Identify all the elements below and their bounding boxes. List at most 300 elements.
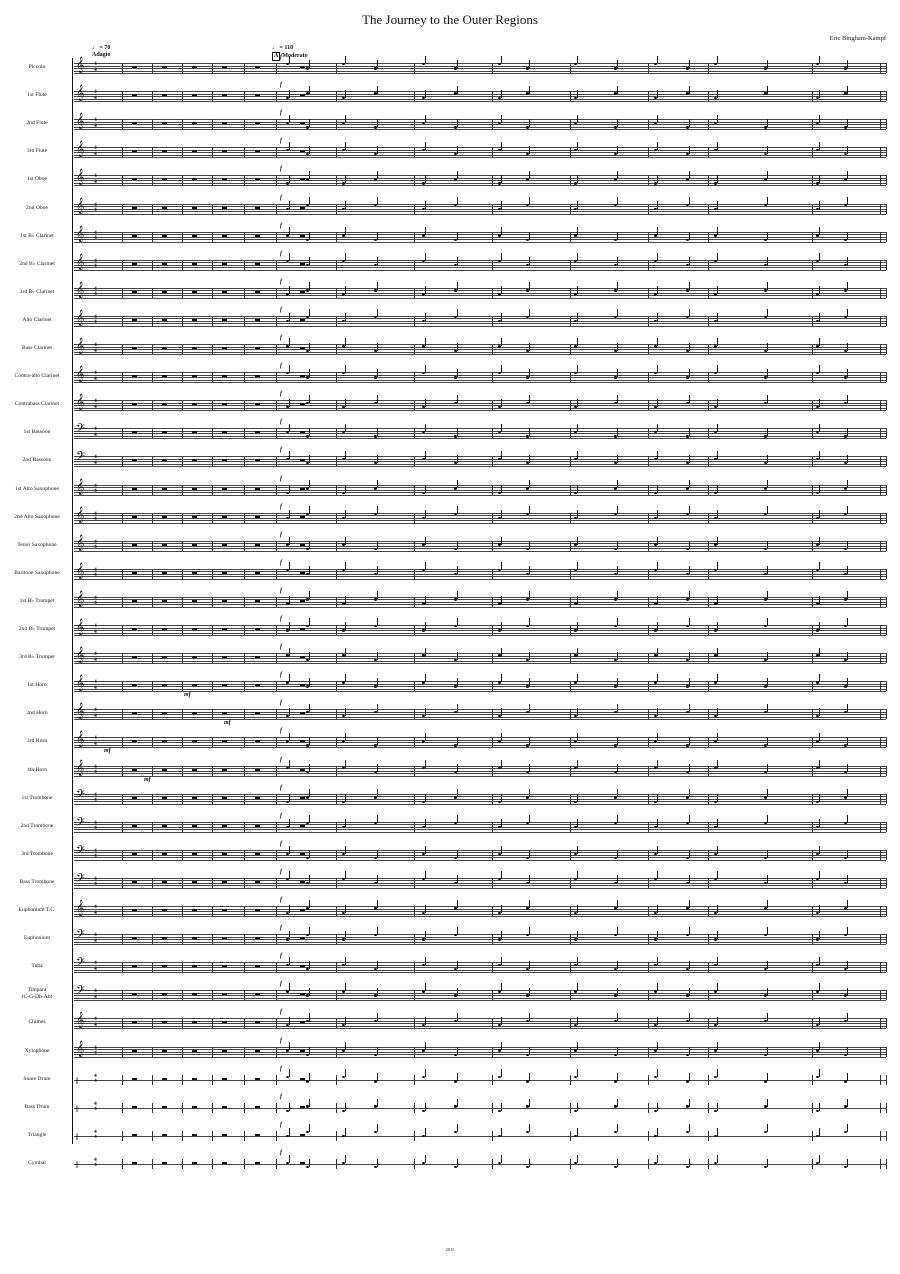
whole-rest: [222, 965, 227, 967]
barline: [648, 625, 649, 635]
staff-line: [74, 766, 886, 767]
barline: [152, 1159, 153, 1169]
note-stem: [689, 789, 690, 797]
note-stem: [529, 480, 530, 488]
note-stem: [425, 622, 426, 630]
whole-rest: [222, 66, 227, 68]
note-stem: [617, 282, 618, 290]
note-stem: [529, 369, 530, 377]
staff: [74, 166, 886, 186]
barline: [492, 597, 493, 607]
note-stem: [819, 227, 820, 235]
barline: [414, 625, 415, 635]
note-stem: [309, 480, 310, 488]
barline: [336, 485, 337, 495]
whole-rest: [162, 881, 167, 883]
whole-rest: [132, 712, 137, 714]
barline: [812, 1159, 813, 1169]
barline: [570, 175, 571, 185]
note-stem: [689, 1159, 690, 1167]
barline: [414, 737, 415, 747]
note-stem: [345, 201, 346, 209]
barline: [276, 119, 277, 129]
note-stem: [309, 428, 310, 436]
whole-rest: [192, 544, 197, 546]
whole-rest: [192, 853, 197, 855]
barline: [570, 653, 571, 663]
note-stem: [377, 119, 378, 127]
note-stem: [847, 900, 848, 908]
barline: [886, 91, 887, 101]
barline: [648, 204, 649, 214]
staff: [74, 1093, 886, 1114]
note-stem: [577, 142, 578, 150]
barline: [212, 485, 213, 495]
barline: [152, 1131, 153, 1141]
barline: [812, 1018, 813, 1028]
barline: [570, 91, 571, 101]
barline: [812, 569, 813, 579]
staff: [74, 812, 886, 832]
barline: [570, 485, 571, 495]
note-stem: [529, 737, 530, 745]
whole-rest: [300, 431, 305, 433]
note-stem: [657, 286, 658, 294]
barline: [812, 513, 813, 523]
note-stem: [577, 957, 578, 965]
barline: [414, 709, 415, 719]
note-stem: [345, 905, 346, 913]
note-stem: [767, 988, 768, 996]
dynamic-marking: f: [280, 82, 282, 89]
barline: [812, 850, 813, 860]
note-stem: [689, 1013, 690, 1021]
note-stem: [289, 931, 290, 939]
barline: [276, 204, 277, 214]
note-stem: [689, 652, 690, 660]
barline: [812, 456, 813, 466]
barline: [492, 878, 493, 888]
whole-rest: [192, 1134, 197, 1136]
note-stem: [689, 900, 690, 908]
note-stem: [689, 257, 690, 265]
whole-rest: [300, 712, 305, 714]
clef-icon: 𝄞: [76, 142, 85, 158]
barline: [122, 850, 123, 860]
barline: [708, 1047, 709, 1057]
clef-icon: 𝄞: [76, 620, 85, 635]
note-stem: [425, 1103, 426, 1111]
note-stem: [819, 1103, 820, 1111]
note-stem: [529, 1159, 530, 1167]
clef-icon: 𝄞: [76, 507, 85, 523]
note-stem: [345, 819, 346, 827]
staff: [74, 587, 886, 607]
note-stem: [345, 674, 346, 682]
staff-line: [74, 747, 886, 748]
dynamic-marking: f: [280, 306, 282, 313]
note-stem: [457, 1013, 458, 1021]
barline: [886, 485, 887, 495]
barline: [570, 709, 571, 719]
barline: [244, 344, 245, 354]
staff: [74, 419, 886, 439]
note-stem: [425, 1155, 426, 1163]
staff-line: [74, 850, 886, 851]
barline: [152, 372, 153, 382]
barline: [276, 962, 277, 972]
whole-rest: [162, 459, 167, 461]
whole-rest: [222, 825, 227, 827]
note-stem: [501, 846, 502, 854]
barline: [886, 456, 887, 466]
note-stem: [689, 171, 690, 179]
barline: [244, 1075, 245, 1085]
whole-rest: [300, 797, 305, 799]
barline: [336, 822, 337, 832]
note-stem: [819, 485, 820, 493]
time-signature: 4 4: [94, 426, 97, 438]
whole-rest: [255, 319, 260, 321]
note-stem: [345, 313, 346, 321]
barline: [182, 962, 183, 972]
note-stem: [377, 282, 378, 290]
barline: [414, 372, 415, 382]
note-stem: [767, 395, 768, 403]
barline: [570, 344, 571, 354]
instrument-label: Euphonium T.C.: [18, 907, 56, 913]
note-stem: [657, 931, 658, 939]
note-stem: [767, 652, 768, 660]
time-signature: 4 4: [94, 1072, 97, 1085]
barline: [182, 822, 183, 832]
barline: [648, 1159, 649, 1169]
note-stem: [425, 313, 426, 321]
barline: [886, 400, 887, 410]
note-stem: [457, 171, 458, 179]
barline: [212, 541, 213, 551]
note-stem: [457, 566, 458, 574]
whole-rest: [132, 235, 137, 237]
note-stem: [819, 819, 820, 827]
note-stem: [617, 480, 618, 488]
note-stem: [689, 1099, 690, 1107]
note-stem: [717, 424, 718, 432]
barline: [336, 91, 337, 101]
note-stem: [529, 900, 530, 908]
note-stem: [377, 704, 378, 712]
barline: [336, 1103, 337, 1113]
note-stem: [501, 648, 502, 656]
barline: [492, 822, 493, 832]
barline: [880, 485, 881, 495]
barline: [336, 428, 337, 438]
whole-rest: [255, 1162, 260, 1164]
barline: [212, 653, 213, 663]
barline: [886, 260, 887, 270]
note-stem: [529, 850, 530, 858]
staff-line: [74, 1052, 886, 1053]
clef-icon: 𝄞: [76, 339, 85, 354]
whole-rest: [222, 207, 227, 209]
staff-line: [74, 681, 886, 682]
time-signature: 4 4: [94, 875, 97, 888]
whole-rest: [192, 712, 197, 714]
instrument-label: 2nd Bassoon: [22, 457, 52, 464]
note-stem: [457, 480, 458, 488]
barline: [648, 288, 649, 298]
whole-rest: [300, 1078, 305, 1080]
staff-line: [74, 717, 886, 718]
note-stem: [457, 652, 458, 660]
note-stem: [717, 365, 718, 373]
barline: [492, 625, 493, 635]
clef-icon: 𝄞: [76, 591, 85, 607]
whole-rest: [255, 965, 260, 967]
whole-rest: [255, 488, 260, 490]
instrument-label: 3rd Horn: [26, 738, 48, 745]
whole-rest: [255, 1021, 260, 1023]
note-stem: [501, 90, 502, 98]
note-stem: [457, 282, 458, 290]
whole-rest: [192, 656, 197, 658]
staff-line: [74, 433, 886, 434]
clef-icon: 𝄞: [76, 704, 85, 720]
barline: [182, 204, 183, 214]
note-stem: [425, 227, 426, 235]
note-stem: [717, 1128, 718, 1136]
note-stem: [309, 678, 310, 686]
barline: [880, 316, 881, 326]
note-stem: [345, 365, 346, 373]
instrument-label: Timpani (C-G-Db-Ab): [21, 987, 53, 1001]
time-signature: 4 4: [94, 89, 97, 101]
whole-rest: [255, 1050, 260, 1052]
staff-line: [74, 944, 886, 945]
barline: [880, 513, 881, 523]
whole-rest: [162, 628, 167, 630]
dynamic-marking: f: [280, 531, 282, 538]
staff-line: [74, 885, 886, 886]
staff-line: [74, 1047, 886, 1048]
note-stem: [847, 60, 848, 68]
barline: [570, 400, 571, 410]
note-stem: [819, 424, 820, 432]
note-stem: [425, 674, 426, 682]
note-stem: [345, 957, 346, 965]
whole-rest: [300, 150, 305, 152]
barline: [244, 232, 245, 242]
barline: [648, 990, 649, 1000]
barline: [152, 316, 153, 326]
barline: [886, 597, 887, 607]
whole-rest: [132, 684, 137, 686]
whole-rest: [222, 516, 227, 518]
whole-rest: [255, 94, 260, 96]
staff-line: [74, 232, 886, 233]
note-stem: [309, 1124, 310, 1132]
instrument-label: 1st Bassoon: [23, 429, 51, 436]
note-stem: [767, 343, 768, 351]
note-stem: [309, 282, 310, 290]
barline: [414, 63, 415, 73]
note-stem: [425, 510, 426, 518]
dynamic-marking: f: [280, 503, 282, 510]
note-stem: [847, 652, 848, 660]
clef-icon: 𝄞: [76, 254, 85, 270]
staff-line: [74, 653, 886, 654]
staff-line: [74, 119, 886, 120]
note-stem: [657, 56, 658, 64]
note-stem: [617, 1124, 618, 1132]
whole-rest: [300, 909, 305, 911]
barline: [212, 119, 213, 129]
note-stem: [767, 1099, 768, 1107]
barline: [414, 344, 415, 354]
clef-icon: ‖: [76, 1159, 79, 1170]
whole-rest: [255, 459, 260, 461]
whole-rest: [255, 1134, 260, 1136]
barline: [182, 569, 183, 579]
note-stem: [847, 369, 848, 377]
note-stem: [377, 961, 378, 969]
note-stem: [425, 1128, 426, 1136]
note-stem: [767, 171, 768, 179]
barline: [336, 344, 337, 354]
note-stem: [345, 90, 346, 98]
note-stem: [657, 90, 658, 98]
barline: [152, 147, 153, 157]
barline: [492, 485, 493, 495]
note-stem: [345, 1103, 346, 1111]
note-stem: [309, 146, 310, 154]
barline: [492, 513, 493, 523]
note-stem: [717, 56, 718, 64]
whole-rest: [300, 291, 305, 293]
note-stem: [425, 871, 426, 879]
barline: [276, 260, 277, 270]
barline: [336, 175, 337, 185]
whole-rest: [255, 656, 260, 658]
note-stem: [577, 115, 578, 123]
barline: [570, 766, 571, 776]
note-stem: [577, 562, 578, 570]
barline: [880, 1075, 881, 1085]
barline: [708, 934, 709, 944]
barline: [336, 625, 337, 635]
note-stem: [345, 562, 346, 570]
barline: [648, 372, 649, 382]
staff-line: [74, 185, 886, 186]
note-stem: [501, 399, 502, 407]
whole-rest: [255, 516, 260, 518]
time-signature: 4 4: [94, 960, 97, 972]
whole-rest: [162, 207, 167, 209]
note-stem: [717, 819, 718, 827]
note-stem: [501, 424, 502, 432]
note-stem: [501, 733, 502, 741]
clef-icon: 𝄞: [76, 1013, 85, 1029]
whole-rest: [192, 740, 197, 742]
barline: [276, 681, 277, 691]
note-stem: [425, 733, 426, 741]
note-stem: [457, 60, 458, 68]
staff-line: [74, 405, 886, 406]
note-stem: [529, 875, 530, 883]
instrument-label: 1st Trombone: [21, 794, 53, 801]
barline: [276, 878, 277, 888]
staff: [74, 559, 886, 579]
note-stem: [457, 369, 458, 377]
dynamic-marking: f: [280, 587, 282, 594]
note-stem: [689, 395, 690, 403]
barline: [570, 1131, 571, 1141]
barline: [182, 513, 183, 523]
barline: [212, 850, 213, 860]
barline: [212, 344, 213, 354]
barline: [336, 232, 337, 242]
time-signature: 4 4: [94, 932, 97, 944]
barline: [880, 541, 881, 551]
note-stem: [689, 541, 690, 549]
note-stem: [309, 1099, 310, 1107]
note-stem: [425, 365, 426, 373]
staff: [74, 644, 886, 664]
note-stem: [577, 1155, 578, 1163]
barline: [276, 1047, 277, 1057]
note-stem: [767, 764, 768, 772]
note-stem: [501, 931, 502, 939]
whole-rest: [300, 178, 305, 180]
note-stem: [717, 313, 718, 321]
note-stem: [657, 905, 658, 913]
note-stem: [457, 764, 458, 772]
barline: [570, 1103, 571, 1113]
note-stem: [457, 1047, 458, 1055]
note-stem: [819, 760, 820, 768]
barline: [708, 428, 709, 438]
barline: [414, 1131, 415, 1141]
whole-rest: [222, 769, 227, 771]
note-stem: [289, 537, 290, 545]
note-stem: [577, 760, 578, 768]
barline: [244, 681, 245, 691]
staff: [74, 278, 886, 298]
note-stem: [689, 343, 690, 351]
barline: [708, 63, 709, 73]
note-stem: [377, 369, 378, 377]
whole-rest: [132, 656, 137, 658]
barline: [122, 1047, 123, 1057]
whole-rest: [132, 993, 137, 995]
clef-icon: 𝄞: [76, 563, 85, 579]
note-stem: [345, 794, 346, 802]
barline: [708, 625, 709, 635]
note-stem: [289, 733, 290, 741]
note-stem: [377, 764, 378, 772]
note-stem: [289, 1017, 290, 1025]
clef-icon: 𝄞: [76, 676, 85, 692]
note-stem: [847, 927, 848, 935]
instrument-label: 2nd B♭ Clarinet: [19, 260, 55, 267]
note-stem: [819, 983, 820, 991]
note-stem: [577, 794, 578, 802]
note-stem: [657, 674, 658, 682]
barline: [122, 822, 123, 832]
note-stem: [309, 900, 310, 908]
note-stem: [847, 541, 848, 549]
barline: [708, 288, 709, 298]
